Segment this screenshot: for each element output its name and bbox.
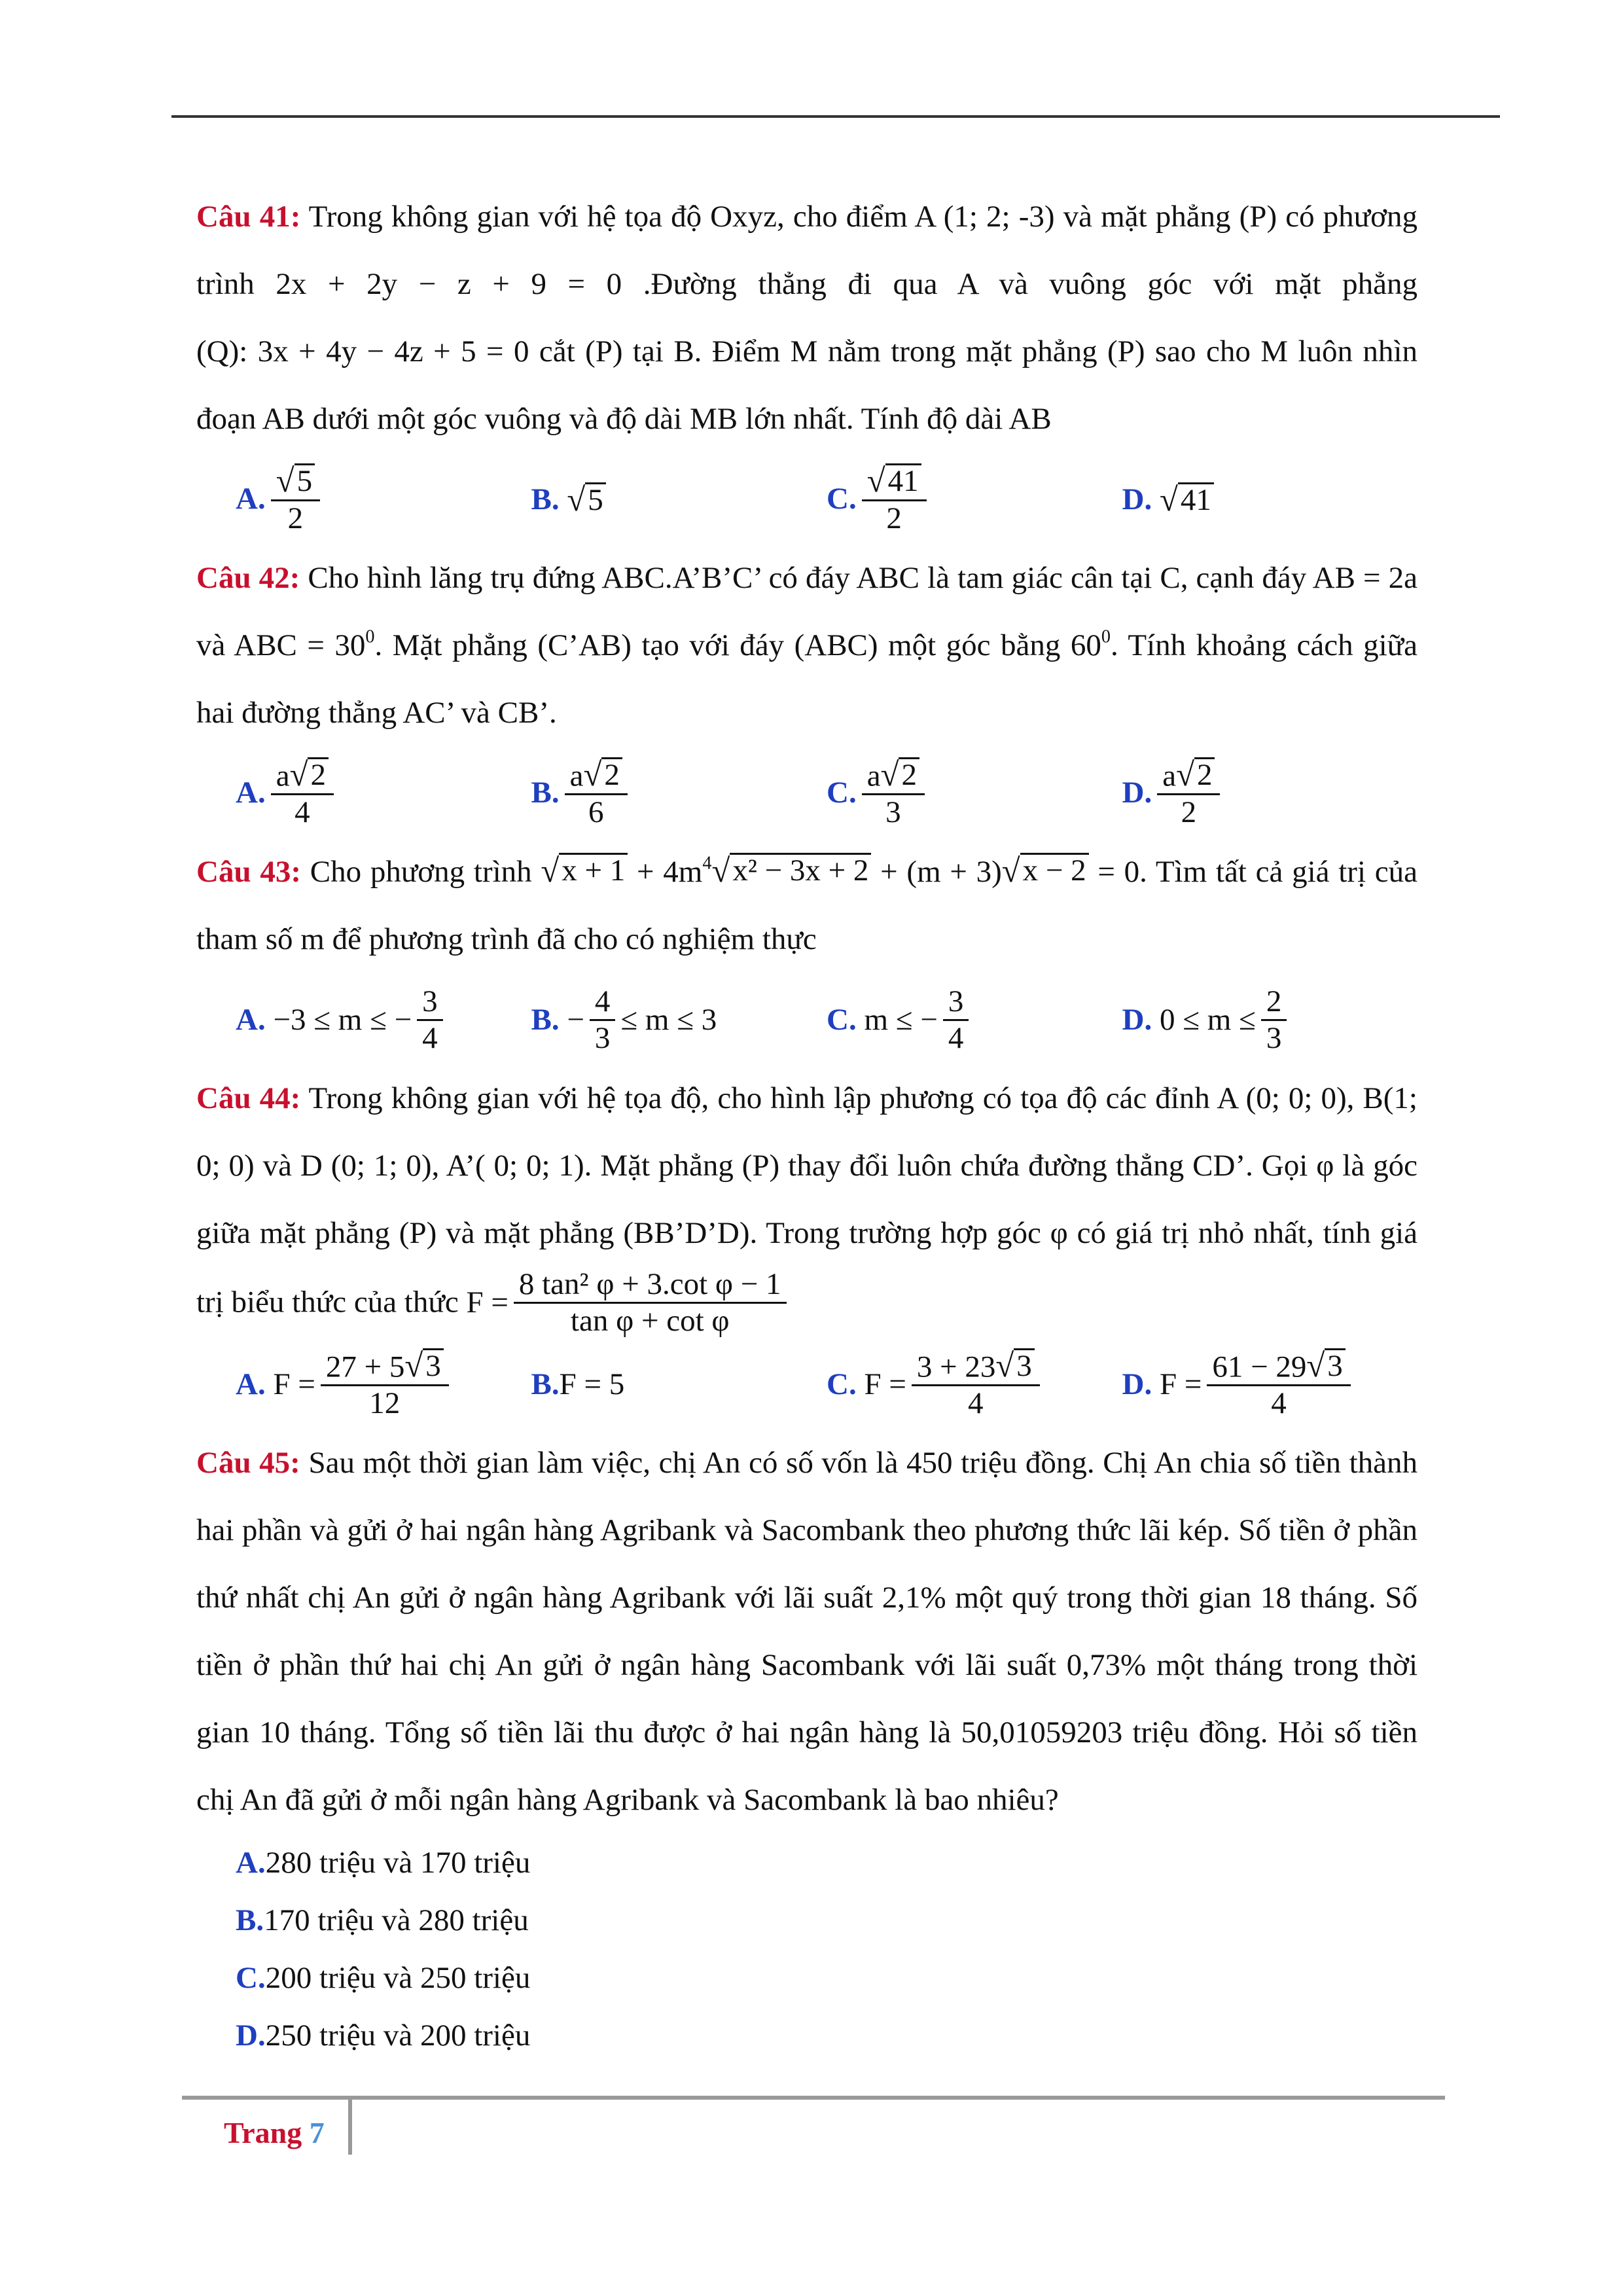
question-number: Câu 41: [196, 200, 301, 234]
fraction: $\frac{3}{4}$ [417, 984, 443, 1055]
question-text: Câu 44: Trong không gian với hệ tọa độ, cho hình lập phương có tọa độ các đỉnh A (0; 0; 0), B(1; 0; 0) và D (0; 1; 0), A’( 0; 0; 1). Mặt phẳng (P) thay đổi luôn chứa đường thẳng CD’. Gọi φ là góc giữa mặt phẳng (P) và mặt phẳng (BB’D’D). Trong trường hợp góc φ có giá trị nhỏ nhất, tính giá trị biểu thức của thức F = $\frac{\text{8 tan² φ + 3.cot φ − 1}}{\text{tan φ + cot φ}}$ [196, 1081, 1418, 1338]
option-d[interactable]: D. √ 41 [1122, 466, 1418, 533]
option-c[interactable]: C. a √ 2 3 [827, 757, 1122, 830]
fraction: √ 5 2 [271, 463, 320, 536]
fraction: √ 41 2 [862, 463, 927, 536]
question-number: Câu 42: [196, 561, 300, 595]
equation: √ x + 1 + $4m^4$ √ x² − 3x + 2 + (m + 3) √ x − 2 = 0 [541, 852, 1140, 889]
options-row [236, 457, 1418, 542]
question-45 [196, 1429, 1418, 2064]
question-44 [196, 1065, 1418, 1427]
question-text: Câu 45: Sau một thời gian làm việc, chị An có số vốn là 450 triệu đồng. Chị An chia số tiền thành hai phần và gửi ở hai ngân hàng Agribank và Sacombank theo phương thức lãi kép. Số tiền ở phần thứ nhất chị An gửi ở ngân hàng Agribank với lãi suất 2,1% một quý trong thời gian 18 tháng. Số tiền ở phần thứ hai chị An gửi ở ngân hàng Sacombank với lãi suất 0,73% một tháng trong thời gian 10 tháng. Tổng số tiền lãi thu được ở hai ngân hàng là 50,01059203 triệu đồng. Hỏi số tiền chị An đã gửi ở mỗi ngân hàng Agribank và Sacombank là bao nhiêu? [196, 1446, 1418, 1818]
option-d[interactable]: D. a √ 2 2 [1122, 757, 1418, 830]
option-b[interactable]: B. √ 5 [531, 466, 827, 533]
question-42 [196, 545, 1418, 836]
formula: F = $\frac{\text{8 tan² φ + 3.cot φ − 1}}{\text{tan φ + cot φ}}$ [466, 1267, 791, 1338]
option-a[interactable]: A. F = 27 + 5 √ 3 12 [236, 1348, 531, 1421]
fraction: a √ 2 6 [565, 757, 628, 830]
fraction: 3 + 23 √ 3 4 [912, 1348, 1040, 1421]
fraction: $\frac{4}{3}$ [590, 984, 616, 1055]
options-row [236, 1342, 1418, 1427]
page-content [196, 183, 1418, 2064]
option-b[interactable]: B. a √ 2 6 [531, 757, 827, 830]
option-b[interactable]: B. F = 5 [531, 1367, 625, 1401]
question-number: Câu 43: [196, 855, 301, 889]
fraction: a √ 2 4 [271, 757, 334, 830]
fraction: 27 + 5 √ 3 12 [321, 1348, 449, 1421]
page-footer [224, 2115, 325, 2150]
option-a[interactable]: A. √ 5 2 [236, 463, 531, 536]
question-text: Câu 43: Cho phương trình √ x + 1 + $4m^4$ √ x² − 3x + 2 + (m + 3) √ x − 2 = 0. Tìm tất cả giá trị của tham số m để phương trình đã cho có nghiệm thực [196, 852, 1418, 956]
option-c[interactable]: C. 200 triệu và 250 triệu [236, 1960, 531, 1995]
fraction: 61 − 29 √ 3 4 [1207, 1348, 1350, 1421]
page-number: 7 [309, 2116, 325, 2149]
option-d[interactable]: D. F = 61 − 29 √ 3 4 [1122, 1348, 1418, 1421]
question-text: Câu 42: Cho hình lăng trụ đứng ABC.A’B’C’ có đáy ABC là tam giác cân tại C, cạnh đáy AB = 2a và ABC = $30^0$. Mặt phẳng (C’AB) tạo với đáy (ABC) một góc bằng $60^0$. Tính khoảng cách giữa hai đường thẳng AC’ và CB’. [196, 561, 1418, 730]
option-d[interactable]: D. 250 triệu và 200 triệu [236, 2018, 531, 2053]
footer-separator [348, 2096, 352, 2155]
fraction: $\frac{3}{4}$ [943, 984, 969, 1055]
options-row [236, 751, 1418, 836]
question-41 [196, 183, 1418, 542]
option-a[interactable]: A. 280 triệu và 170 triệu [236, 1845, 531, 1880]
options-grid [236, 1834, 1418, 2064]
option-c[interactable]: C. m ≤ − $\frac{3}{4}$ [827, 984, 1122, 1055]
footer-rule [182, 2096, 1445, 2100]
option-d[interactable]: D. 0 ≤ m ≤ $\frac{2}{3}$ [1122, 984, 1418, 1055]
option-c[interactable]: C. √ 41 2 [827, 463, 1122, 536]
option-b[interactable]: B. − $\frac{4}{3}$ ≤ m ≤ 3 [531, 984, 717, 1055]
page-label: Trang [224, 2116, 310, 2149]
option-c[interactable]: C. F = 3 + 23 √ 3 4 [827, 1348, 1122, 1421]
option-a[interactable]: A. a √ 2 4 [236, 757, 531, 830]
question-43 [196, 838, 1418, 1062]
option-a[interactable]: A. −3 ≤ m ≤ − $\frac{3}{4}$ [236, 984, 531, 1055]
square-root: √ 5 [567, 482, 605, 516]
header-rule [171, 115, 1500, 118]
question-number: Câu 45: [196, 1446, 300, 1480]
question-text: Câu 41: Trong không gian với hệ tọa độ Oxyz, cho điểm A (1; 2; -3) và mặt phẳng (P) có phương trình 2x + 2y − z + 9 = 0 .Đường thẳng đi qua A và vuông góc với mặt phẳng (Q): 3x + 4y − 4z + 5 = 0 cắt (P) tại B. Điểm M nằm trong mặt phẳng (P) sao cho M luôn nhìn đoạn AB dưới một góc vuông và độ dài MB lớn nhất. Tính độ dài AB [196, 200, 1418, 436]
question-number: Câu 44: [196, 1081, 301, 1115]
equation: (Q): 3x + 4y − 4z + 5 = 0 [196, 334, 529, 368]
fraction: a √ 2 2 [1157, 757, 1220, 830]
equation: 2x + 2y − z + 9 = 0 [276, 267, 622, 301]
fraction: a √ 2 3 [862, 757, 925, 830]
options-row [236, 977, 1418, 1062]
square-root: √ 41 [1160, 482, 1214, 516]
fraction: $\frac{2}{3}$ [1261, 984, 1287, 1055]
option-b[interactable]: B. 170 triệu và 280 triệu [236, 1903, 529, 1937]
